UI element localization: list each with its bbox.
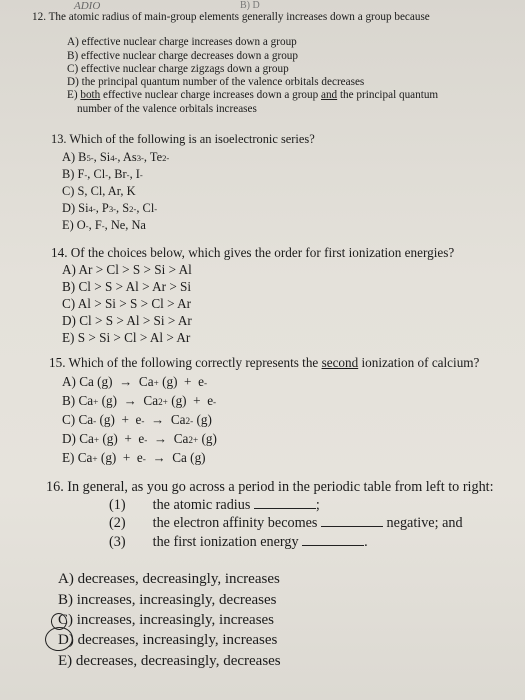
q16-option-c[interactable]: C) increases, increasingly, increases bbox=[58, 612, 275, 628]
q14-option-e[interactable]: E) S > Si > Cl > Al > Ar bbox=[62, 330, 191, 345]
q12-option-e[interactable]: E) both effective nuclear charge increases down a group and the principal quantum bbox=[67, 89, 439, 101]
q14-option-d[interactable]: D) Cl > S > Al > Si > Ar bbox=[62, 313, 192, 328]
q16-item-3: (3) the first ionization energy . bbox=[109, 534, 368, 550]
q15-option-d[interactable]: D) Ca+ $(g) + e^- \to Ca^{2+}$ (g) bbox=[62, 431, 217, 446]
q14-option-c[interactable]: C) Al > Si > S > Cl > Ar bbox=[62, 296, 192, 311]
q14-option-b[interactable]: B) Cl > S > Al > Ar > Si bbox=[62, 279, 192, 294]
q13-option-e[interactable]: E) O-, F-, Ne, Na bbox=[62, 218, 146, 232]
q16-option-b[interactable]: B) increases, increasingly, decreases bbox=[58, 592, 277, 608]
handwritten-corner-note: ADIO bbox=[74, 0, 101, 12]
q12-option-e-cont: number of the valence orbitals increases bbox=[77, 103, 257, 115]
q14-option-a[interactable]: A) Ar > Cl > S > Si > Al bbox=[62, 262, 192, 277]
q13-option-d[interactable]: D) $Si^{4-}$, $P^{3-}$, $S^{2-}$, Cl- bbox=[62, 201, 158, 215]
corner-note-2: B) D bbox=[240, 0, 260, 11]
q16-item-1: (1) the atomic radius ; bbox=[109, 497, 320, 513]
q15-option-a[interactable]: A) Ca (g) → Ca+ (g) + e- bbox=[62, 374, 208, 389]
q15-option-b[interactable]: B) Ca+ $(g) \to Ca^{2+}$ (g) + e- bbox=[62, 393, 217, 408]
q16-blank-1[interactable] bbox=[254, 498, 316, 509]
q12-option-a[interactable]: A) effective nuclear charge increases down a group bbox=[67, 36, 297, 48]
q16-option-a[interactable]: A) decreases, decreasingly, increases bbox=[58, 571, 280, 587]
q16-stem: 16. In general, as you go across a period in the periodic table from left to right: bbox=[46, 479, 494, 495]
q16-option-e[interactable]: E) decreases, decreasingly, decreases bbox=[58, 653, 281, 669]
q12-option-d[interactable]: D) the principal quantum number of the valence orbitals decreases bbox=[67, 76, 365, 88]
q16-blank-2[interactable] bbox=[321, 516, 383, 527]
q16-blank-3[interactable] bbox=[302, 535, 364, 546]
q16-option-d[interactable]: D) decreases, increasingly, increases bbox=[58, 632, 278, 648]
q12-option-b[interactable]: B) effective nuclear charge decreases down a group bbox=[67, 50, 298, 62]
q16-item-2: (2) the electron affinity becomes negative; and bbox=[109, 515, 463, 531]
q14-stem: 14. Of the choices below, which gives the order for first ionization energies? bbox=[51, 245, 455, 260]
q13-option-c[interactable]: C) S, Cl, Ar, K bbox=[62, 184, 136, 198]
q12-stem: 12. The atomic radius of main-group elements generally increases down a group because bbox=[32, 11, 430, 23]
q15-stem: 15. Which of the following correctly represents the second ionization of calcium? bbox=[49, 355, 480, 370]
q12-option-c[interactable]: C) effective nuclear charge zigzags down a group bbox=[67, 63, 289, 75]
q15-option-e[interactable]: E) Ca+ (g) + e- → Ca (g) bbox=[62, 450, 206, 465]
q15-option-c[interactable]: C) Ca- $(g) + e^- \to Ca^{2-}$ (g) bbox=[62, 412, 212, 427]
q13-option-b[interactable]: B) F-, Cl-, Br-, I- bbox=[62, 167, 143, 181]
q13-option-a[interactable]: A) $B^{5-}$, $Si^{4-}$, $As^{3-}$, $Te^{2-}$ bbox=[62, 150, 170, 164]
q13-stem: 13. Which of the following is an isoelectronic series? bbox=[51, 132, 315, 146]
